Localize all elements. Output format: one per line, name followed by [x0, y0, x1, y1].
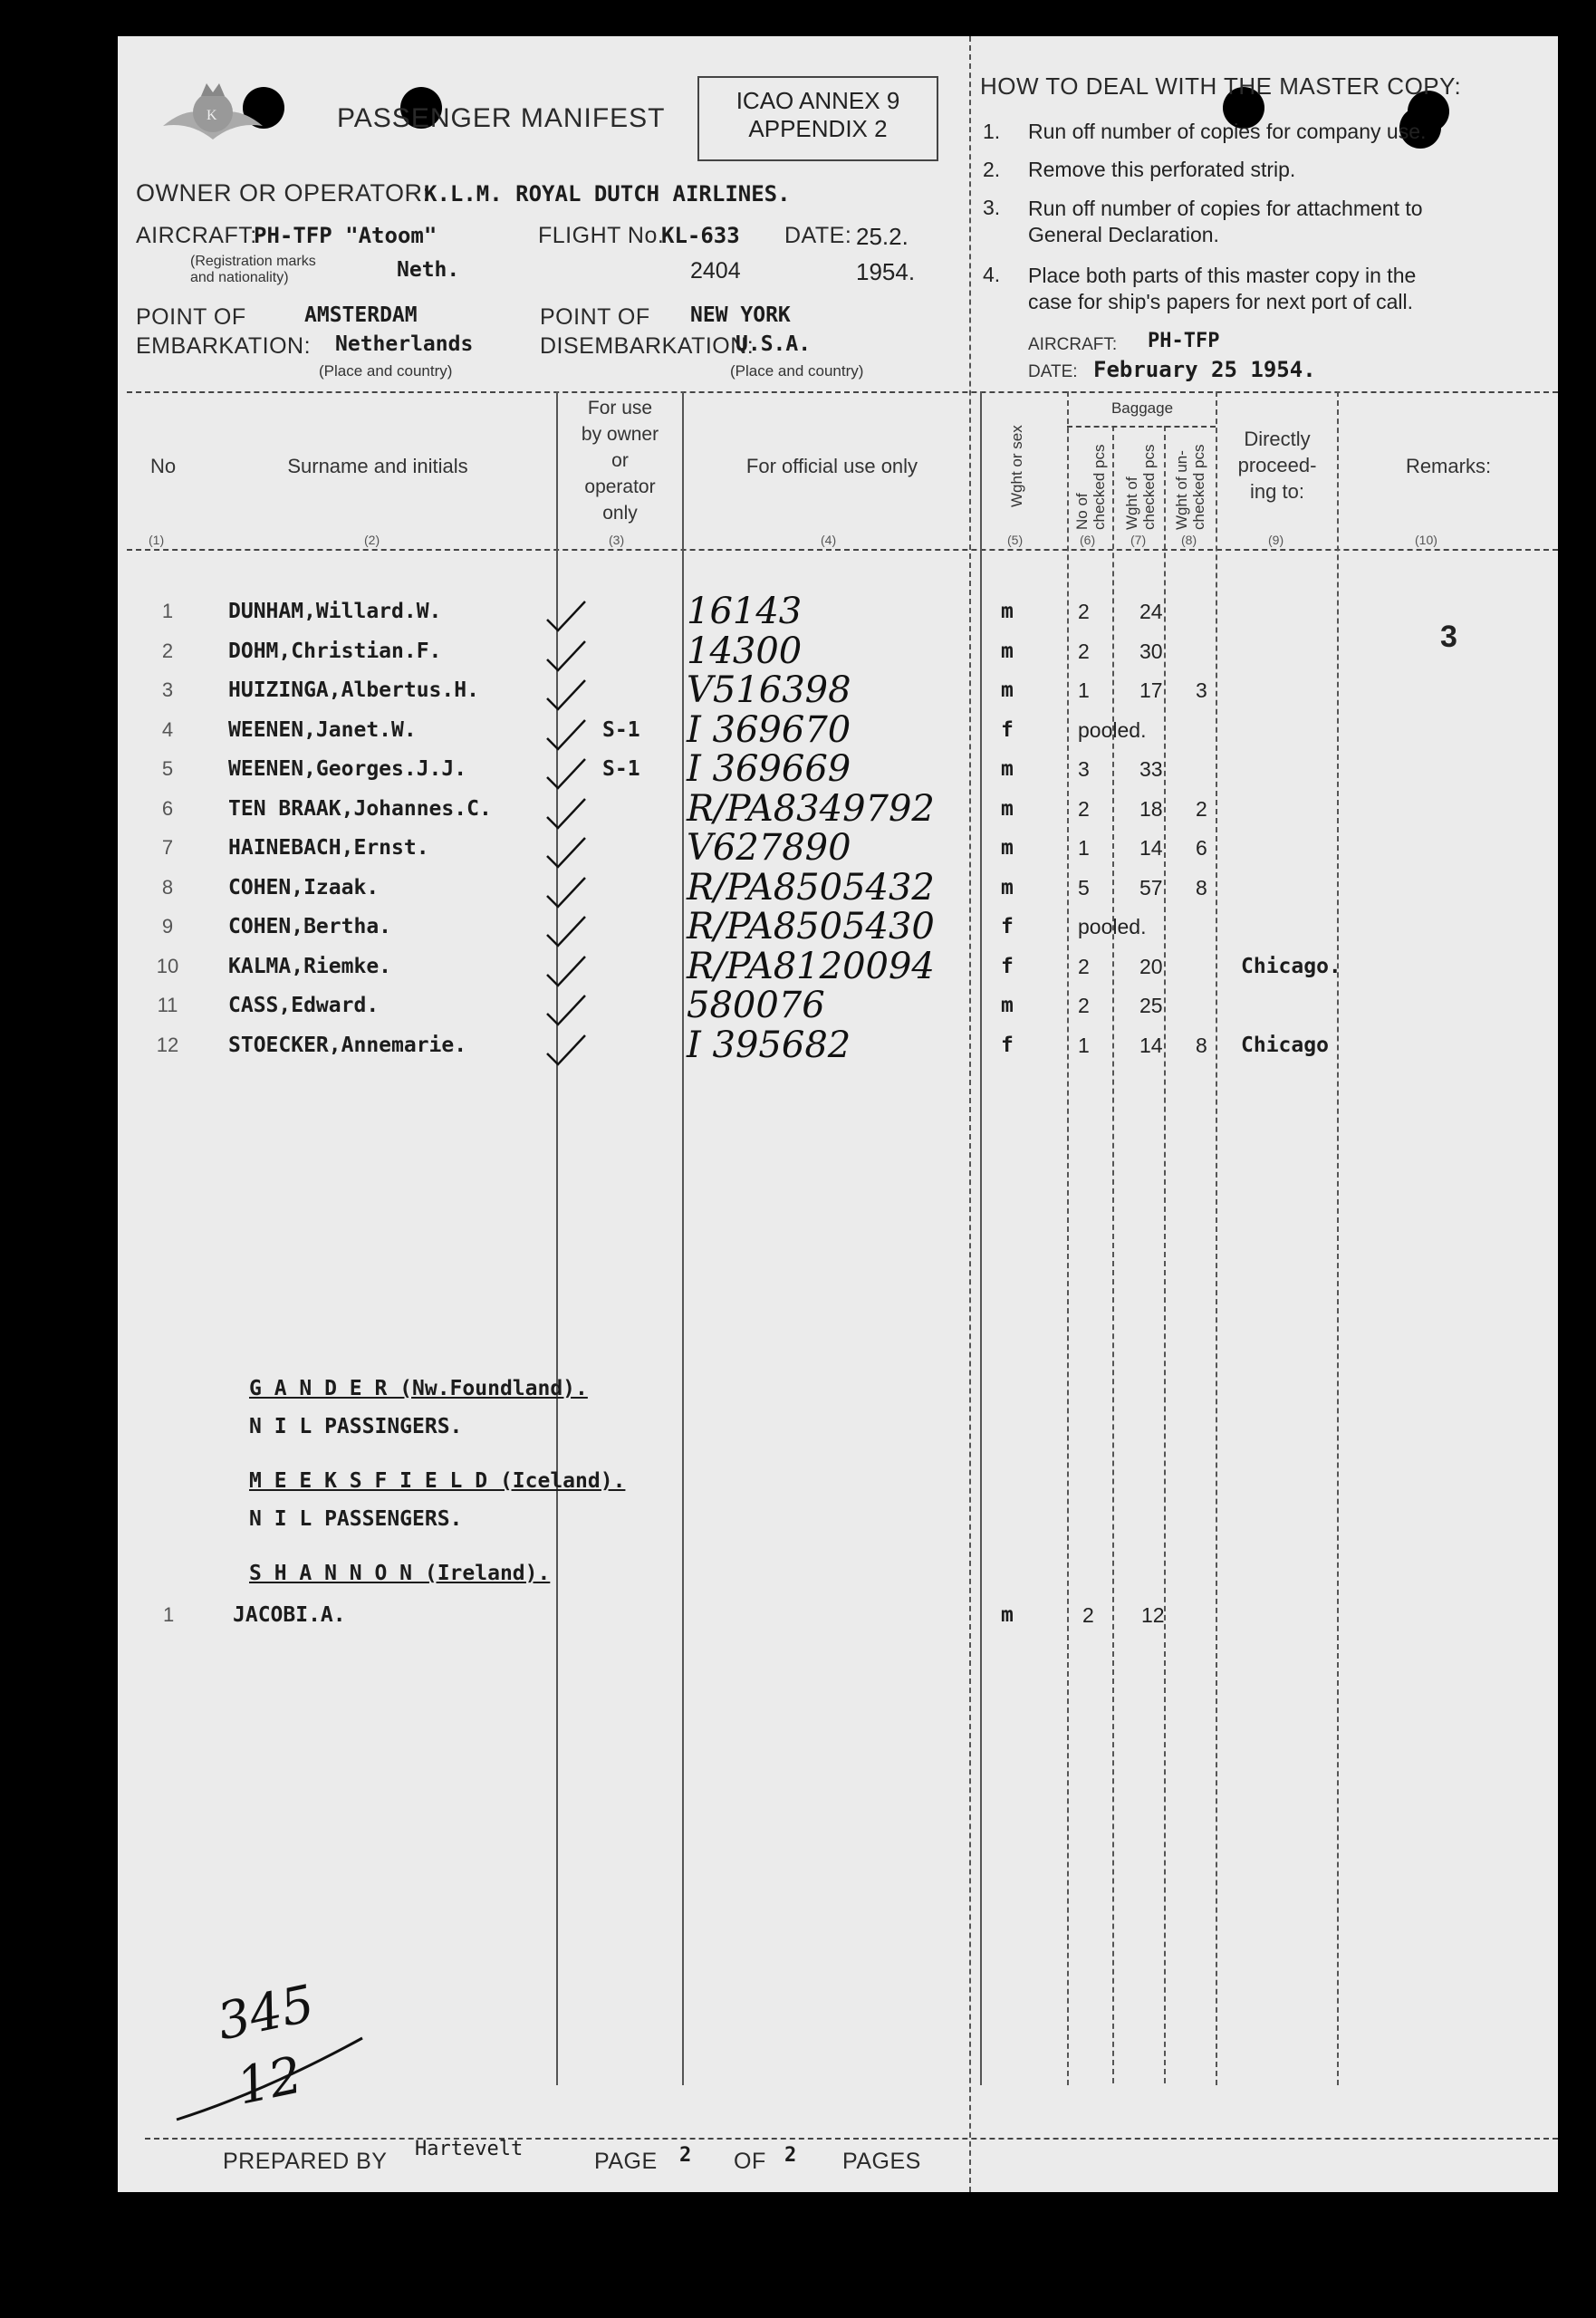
baggage-rule	[1067, 426, 1216, 428]
table-top-rule	[127, 391, 1558, 393]
aircraft-label: AIRCRAFT:	[136, 223, 257, 248]
stop-keflavik: M E E K S F I E L D (Iceland).	[249, 1469, 626, 1493]
checkmark-icon	[543, 915, 589, 949]
stop-keflavik-nil: N I L PASSENGERS.	[249, 1507, 463, 1531]
col-number: (6)	[1080, 533, 1096, 547]
cell-name: CASS,Edward.	[228, 994, 380, 1017]
col-number: (8)	[1181, 533, 1197, 547]
cell-name: HAINEBACH,Ernst.	[228, 836, 429, 860]
checkmark-icon	[543, 797, 589, 832]
cell-sex: m	[1001, 836, 1014, 860]
col-number: (2)	[364, 533, 380, 547]
col-header-baggage: Baggage	[1110, 399, 1174, 417]
cell-official: I 369669	[687, 748, 851, 790]
col-number: (7)	[1130, 533, 1147, 547]
disembark-label2: DISEMBARKATION:	[540, 333, 755, 359]
cell-official: I 395682	[687, 1024, 851, 1066]
svg-text:K: K	[207, 108, 217, 123]
flight-label: FLIGHT No.	[538, 223, 665, 248]
pages-label: PAGES	[842, 2149, 921, 2174]
table-header-rule	[127, 549, 1558, 551]
cell-official: I 369670	[687, 708, 851, 751]
stop-gander-nil: N I L PASSINGERS.	[249, 1415, 463, 1438]
cell-wt: 17	[1139, 678, 1163, 702]
cell-official: 580076	[687, 985, 825, 1026]
annex-box	[697, 76, 938, 161]
cell-no: 9	[161, 915, 174, 938]
owner-label: OWNER OR OPERATOR:	[136, 179, 430, 207]
cell-wt: 30	[1139, 639, 1163, 663]
cell-sex: m	[1001, 600, 1014, 623]
cell-un: 8	[1196, 1033, 1207, 1057]
cell-pcs: pooled.	[1078, 717, 1147, 742]
col-header-owner-use: For use by owner or operator only	[581, 398, 659, 524]
col-header-official: For official use only	[745, 455, 918, 477]
of-label: OF	[734, 2149, 766, 2174]
cell-no: 2	[161, 639, 174, 662]
cell-name: COHEN,Bertha.	[228, 915, 392, 938]
cell-name: TEN BRAAK,Johannes.C.	[228, 796, 492, 821]
shannon-pax-wt: 12	[1141, 1603, 1165, 1627]
cell-name: STOECKER,Annemarie.	[228, 1033, 467, 1057]
cell-official: R/PA8505430	[687, 906, 935, 947]
cell-pcs: 2	[1078, 600, 1090, 623]
embark-city: AMSTERDAM	[304, 303, 418, 327]
shannon-pax-sex: m	[1001, 1603, 1014, 1627]
tally-top: 345	[212, 1974, 320, 2053]
cell-pcs: 1	[1078, 836, 1090, 860]
page-value: 2	[679, 2144, 692, 2167]
cell-wt: 24	[1139, 600, 1163, 623]
cell-sex: m	[1001, 757, 1014, 781]
instruction-number: 2.	[983, 158, 1001, 181]
perforation-line	[969, 36, 971, 2192]
cell-official: 14300	[687, 630, 803, 672]
cell-sex: f	[1001, 1033, 1014, 1057]
cell-dir: Chicago.	[1241, 954, 1341, 978]
disembark-country: U.S.A.	[736, 332, 812, 356]
cell-name: WEENEN,Georges.J.J.	[228, 757, 467, 781]
instruction-number: 3.	[983, 196, 1001, 219]
cell-no: 4	[161, 717, 174, 741]
stop-gander: G A N D E R (Nw.Foundland).	[249, 1377, 588, 1400]
cell-pcs: 2	[1078, 994, 1090, 1017]
registration-note: (Registration marks and nationality)	[190, 254, 316, 285]
checkmark-icon	[543, 876, 589, 910]
cell-pcs: 2	[1078, 796, 1090, 821]
col-header-unchecked-wght: Wght of un- checked pcs	[1173, 444, 1207, 530]
cell-name: WEENEN,Janet.W.	[228, 717, 417, 742]
col-number: (4)	[821, 533, 837, 547]
embark-label2: EMBARKATION:	[136, 333, 312, 359]
cell-sex: m	[1001, 994, 1014, 1017]
cell-official: 16143	[687, 591, 803, 632]
of-value: 2	[784, 2144, 797, 2167]
cell-name: KALMA,Riemke.	[228, 954, 392, 978]
cell-no: 8	[161, 875, 174, 899]
annex-line1: ICAO ANNEX 9	[736, 87, 900, 114]
shannon-pax-pcs: 2	[1082, 1603, 1094, 1627]
checkmark-icon	[543, 600, 589, 634]
instruction-text: Place both parts of this master copy in the case for ship's papers for next port of call.	[1028, 264, 1417, 313]
cell-no: 12	[156, 1033, 179, 1056]
checkmark-icon	[543, 836, 589, 870]
cell-official: V516398	[687, 669, 851, 711]
cell-op: S-1	[602, 717, 640, 742]
instr-aircraft-value: PH-TFP	[1148, 330, 1220, 352]
embark-place-note: (Place and country)	[319, 362, 453, 380]
cell-wt: 25	[1139, 994, 1163, 1017]
cell-official: V627890	[687, 827, 851, 869]
cell-no: 10	[156, 954, 179, 977]
stop-shannon: S H A N N O N (Ireland).	[249, 1562, 551, 1585]
cell-sex: f	[1001, 717, 1014, 742]
cell-pcs: 3	[1078, 757, 1090, 781]
cell-no: 11	[157, 994, 178, 1016]
cell-no: 3	[161, 678, 174, 701]
aircraft-value: PH-TFP "Atoom"	[254, 223, 437, 248]
col-header-checked-wght: Wght of checked pcs	[1123, 444, 1158, 530]
nationality-value: Neth.	[397, 258, 460, 282]
table-row	[118, 591, 1558, 640]
cell-un: 2	[1196, 796, 1207, 821]
col-number: (3)	[609, 533, 625, 547]
col-header-surname: Surname and initials	[287, 455, 468, 477]
col-header-remarks: Remarks:	[1405, 455, 1492, 477]
cell-sex: m	[1001, 796, 1014, 821]
cell-sex: f	[1001, 954, 1014, 978]
tally-bottom: 12	[232, 2045, 308, 2117]
instr-date-label: DATE:	[1028, 362, 1078, 381]
flight-sub: 2404	[690, 258, 741, 284]
date-value: 25.2.	[856, 223, 909, 250]
table-row	[118, 1024, 1558, 1073]
klm-crown-logo	[154, 76, 272, 158]
checkmark-icon	[543, 955, 589, 989]
cell-pcs: 5	[1078, 875, 1090, 899]
manifest-title: PASSENGER MANIFEST	[337, 103, 666, 133]
cell-un: 6	[1196, 836, 1207, 860]
cell-wt: 14	[1139, 1033, 1163, 1057]
instruction-text: Run off number of copies for attachment to General Declaration.	[1028, 197, 1423, 246]
checkmark-icon	[543, 994, 589, 1028]
cell-wt: 18	[1139, 796, 1163, 821]
cell-official: R/PA8120094	[687, 945, 935, 987]
col-header-directly: Directly proceed- ing to:	[1237, 428, 1317, 503]
col-header-wght-sex: Wght or sex	[1008, 425, 1025, 507]
checkmark-icon	[543, 718, 589, 753]
cell-no: 1	[161, 600, 174, 622]
date-label: DATE:	[784, 223, 852, 248]
disembark-label1: POINT OF	[540, 304, 650, 330]
embark-country: Netherlands	[335, 332, 474, 356]
instructions-title: HOW TO DEAL WITH THE MASTER COPY:	[980, 72, 1462, 100]
cell-pcs: 2	[1078, 639, 1090, 663]
remark-mark: 3	[1440, 620, 1457, 654]
col-header-checked-pcs: No of checked pcs	[1073, 444, 1108, 530]
checkmark-icon	[543, 1034, 589, 1068]
instr-date-value: February 25 1954.	[1093, 357, 1316, 382]
cell-un: 8	[1196, 875, 1207, 899]
cell-sex: m	[1001, 875, 1014, 899]
prepared-label: PREPARED BY	[223, 2149, 388, 2174]
cell-wt: 14	[1139, 836, 1163, 860]
cell-official: R/PA8505432	[687, 866, 935, 909]
col-number: (1)	[149, 533, 165, 547]
cell-pcs: 2	[1078, 954, 1090, 978]
cell-wt: 20	[1139, 954, 1163, 978]
shannon-pax-name: JACOBI.A.	[233, 1603, 346, 1627]
instruction-text: Remove this perforated strip.	[1028, 158, 1296, 181]
cell-pcs: 1	[1078, 1033, 1090, 1057]
disembark-city: NEW YORK	[690, 303, 791, 327]
flight-value: KL-633	[661, 223, 740, 248]
cell-pcs: pooled.	[1078, 915, 1147, 938]
disembark-place-note: (Place and country)	[730, 362, 864, 380]
annex-line2: APPENDIX 2	[748, 115, 888, 142]
prepared-value: Hartevelt	[415, 2138, 524, 2160]
cell-pcs: 1	[1078, 678, 1090, 702]
table-row	[118, 945, 1558, 995]
col-number: (10)	[1415, 533, 1437, 547]
cell-op: S-1	[602, 757, 640, 781]
checkmark-icon	[543, 678, 589, 713]
col-number: (9)	[1268, 533, 1284, 547]
cell-sex: f	[1001, 915, 1014, 938]
cell-name: DOHM,Christian.F.	[228, 639, 442, 663]
instruction-text: Run off number of copies for company use.	[1028, 120, 1427, 143]
date-year: 1954.	[856, 258, 916, 285]
manifest-page	[118, 36, 1558, 2192]
cell-un: 3	[1196, 678, 1207, 702]
checkmark-icon	[543, 757, 589, 792]
cell-sex: m	[1001, 639, 1014, 663]
page-label: PAGE	[594, 2149, 658, 2174]
cell-sex: m	[1001, 678, 1014, 702]
cell-name: COHEN,Izaak.	[228, 875, 380, 899]
cell-no: 7	[161, 836, 174, 859]
cell-no: 5	[161, 757, 174, 780]
footer-rule	[145, 2138, 1558, 2140]
embark-label1: POINT OF	[136, 304, 246, 330]
col-number: (5)	[1007, 533, 1024, 547]
instruction-number: 1.	[983, 120, 1001, 143]
col-header-no: No	[149, 455, 177, 477]
owner-value: K.L.M. ROYAL DUTCH AIRLINES.	[424, 181, 791, 207]
cell-no: 6	[161, 796, 174, 820]
cell-official: R/PA8349792	[687, 787, 935, 830]
cell-wt: 57	[1139, 875, 1163, 899]
cell-dir: Chicago	[1241, 1033, 1329, 1057]
shannon-pax-no: 1	[163, 1603, 175, 1626]
instruction-number: 4.	[983, 263, 1001, 286]
cell-name: HUIZINGA,Albertus.H.	[228, 678, 479, 702]
instr-aircraft-label: AIRCRAFT:	[1028, 335, 1118, 354]
cell-wt: 33	[1139, 757, 1163, 781]
cell-name: DUNHAM,Willard.W.	[228, 600, 442, 623]
checkmark-icon	[543, 640, 589, 674]
